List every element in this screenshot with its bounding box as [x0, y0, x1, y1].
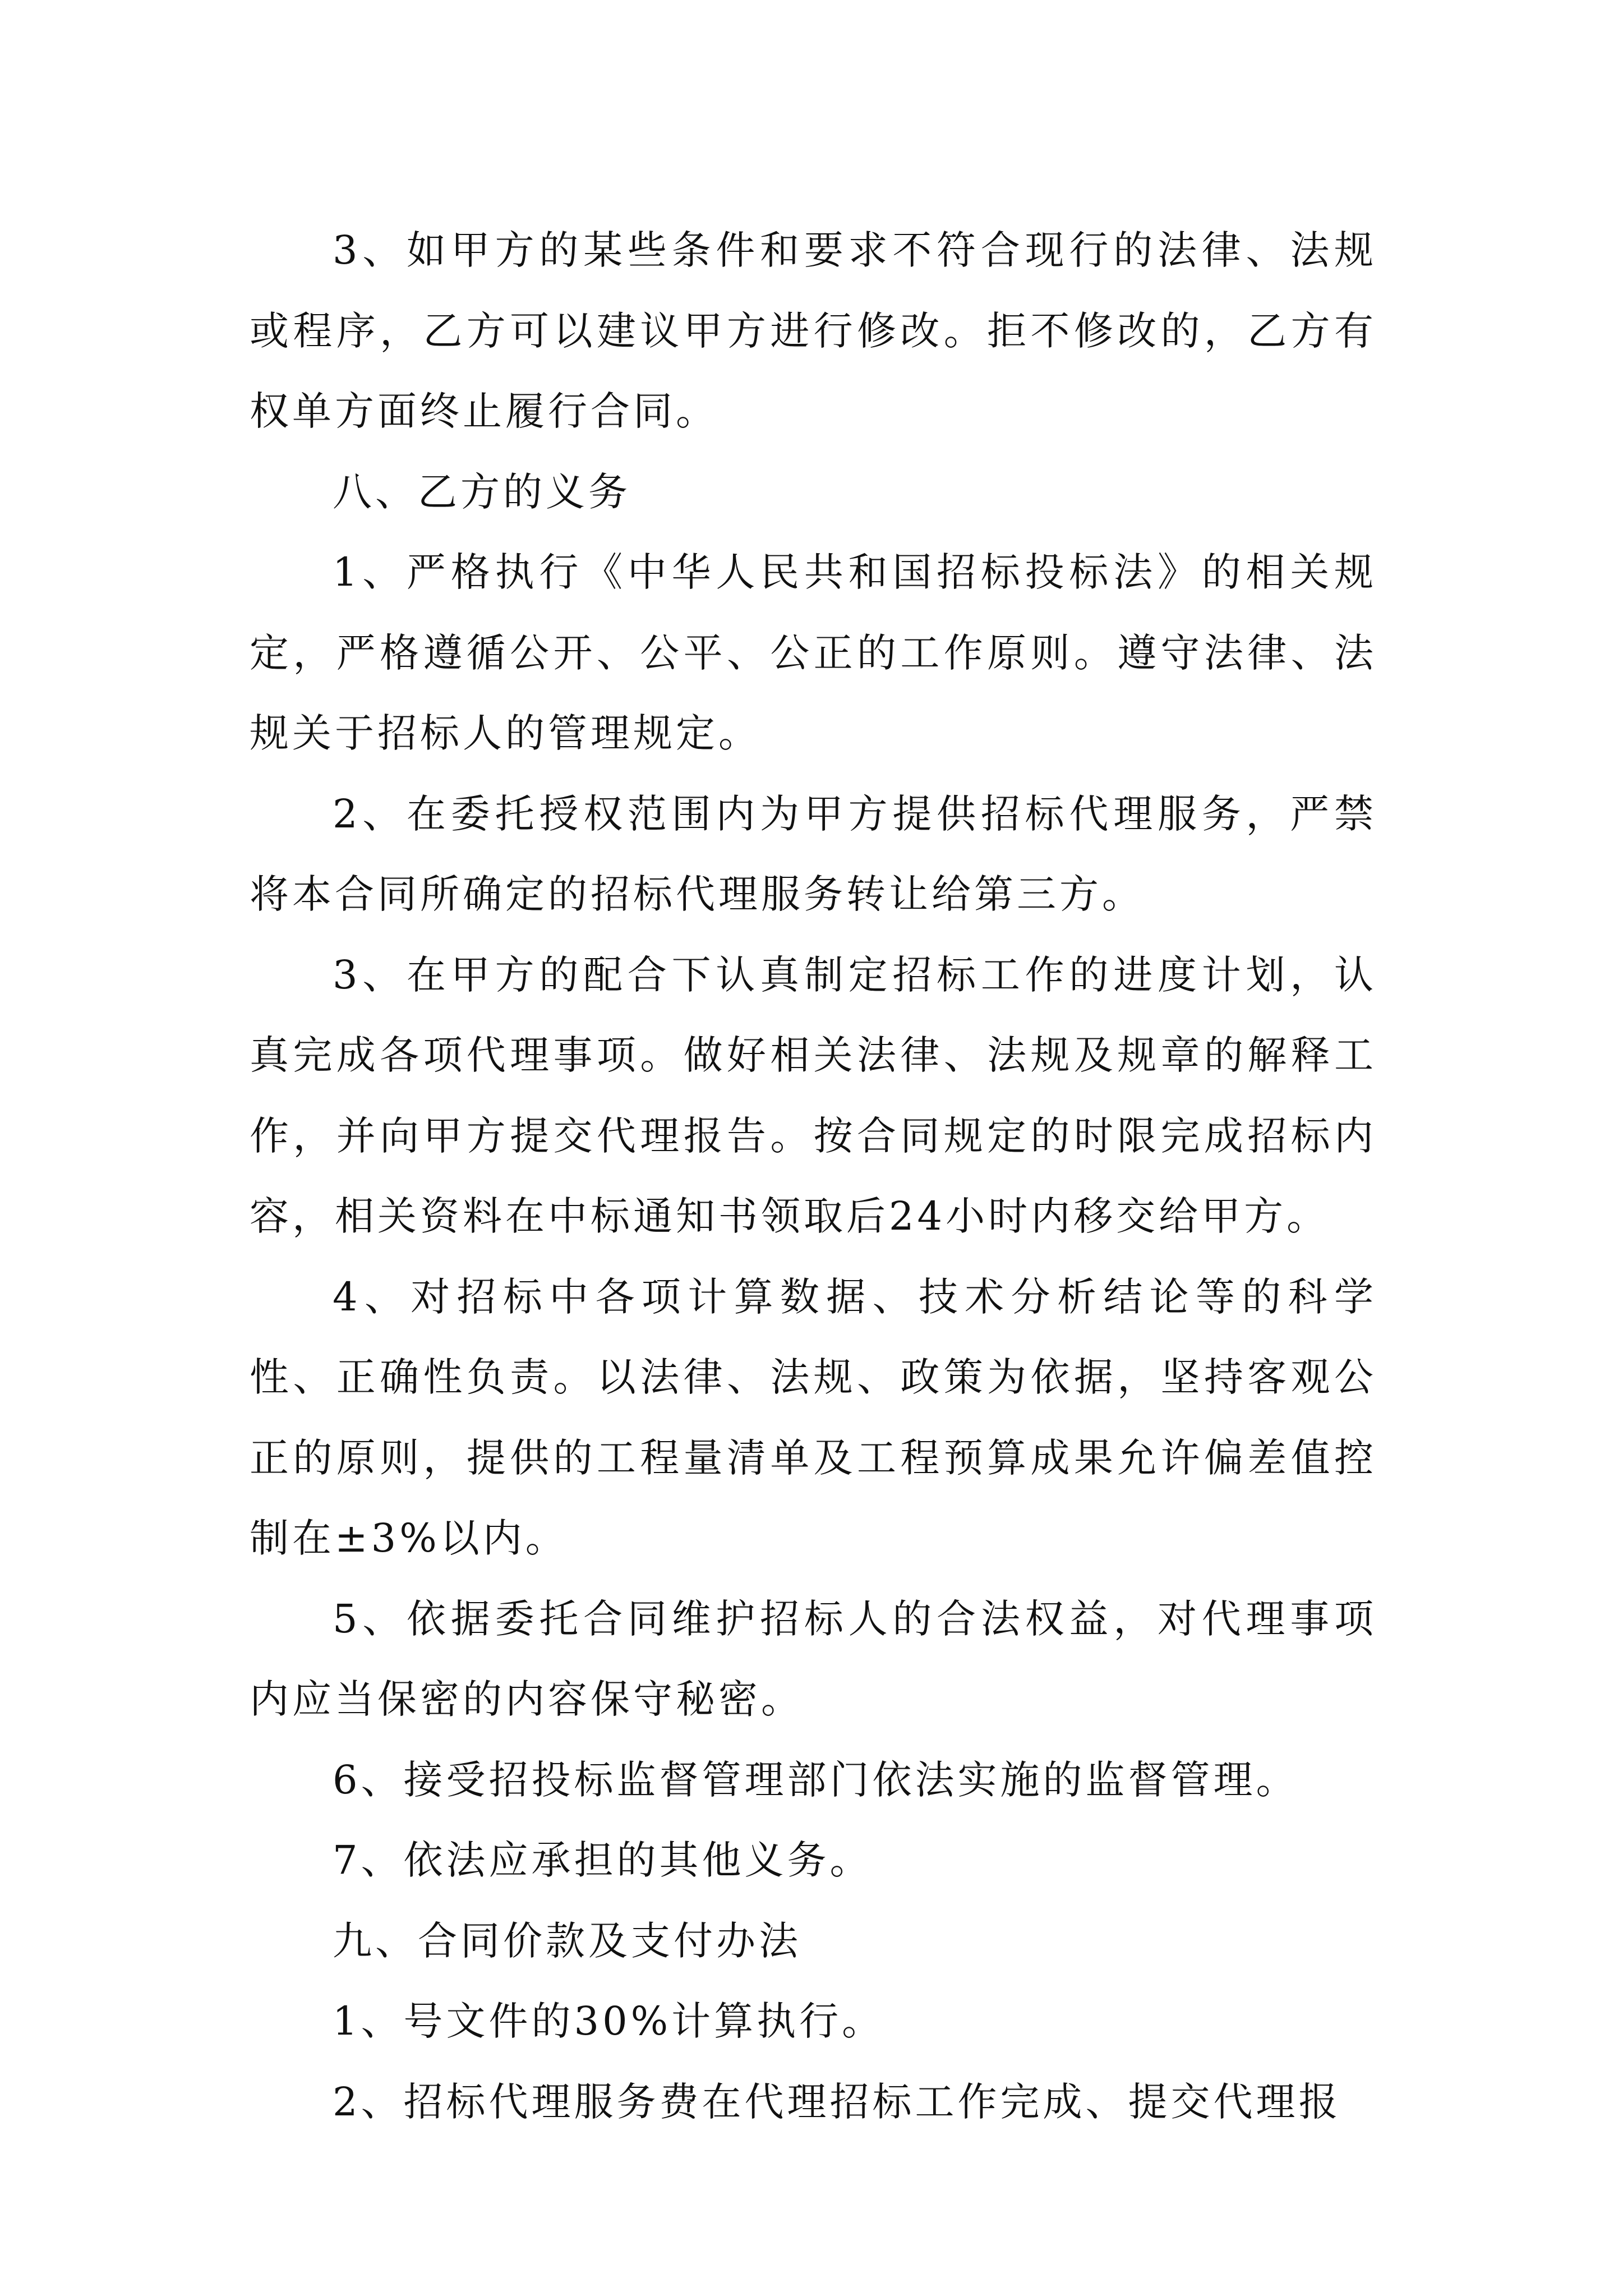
paragraph-clause-8-4: 4、对招标中各项计算数据、技术分析结论等的科学性、正确性负责。以法律、法规、政策为依据，坚持客观公正的原则，提供的工程量清单及工程预算成果允许偏差值控制在±3%以内。	[250, 1273, 1377, 1561]
paragraph-clause-8-7: 7、依法应承担的其他义务。	[333, 1837, 873, 1883]
paragraph-clause-8-5: 5、依据委托合同维护招标人的合法权益，对代理事项内应当保密的内容保守秘密。	[250, 1595, 1377, 1722]
paragraph-clause-9-1: 1、号文件的30%计算执行。	[333, 1998, 885, 2044]
paragraph-clause-8-3: 3、在甲方的配合下认真制定招标工作的进度计划，认真完成各项代理事项。做好相关法律、法规及规章的解释工作，并向甲方提交代理报告。按合同规定的时限完成招标内容，相关资料在中标通知书领取后24小时内移交给甲方。	[250, 951, 1377, 1239]
section-heading-9: 九、合同价款及支付办法	[333, 1917, 801, 1964]
paragraph-clause-7-3: 3、如甲方的某些条件和要求不符合现行的法律、法规或程序，乙方可以建议甲方进行修改。拒不修改的，乙方有权单方面终止履行合同。	[250, 227, 1377, 434]
paragraph-clause-8-1: 1、严格执行《中华人民共和国招标投标法》的相关规定，严格遵循公开、公平、公正的工作原则。遵守法律、法规关于招标人的管理规定。	[250, 549, 1377, 756]
section-heading-8: 八、乙方的义务	[333, 468, 631, 515]
paragraph-clause-9-2: 2、招标代理服务费在代理招标工作完成、提交代理报	[333, 2078, 1341, 2125]
document-body	[250, 210, 1377, 2142]
paragraph-clause-8-2: 2、在委托授权范围内为甲方提供招标代理服务，严禁将本合同所确定的招标代理服务转让给第三方。	[250, 790, 1377, 917]
paragraph-clause-8-6: 6、接受招投标监督管理部门依法实施的监督管理。	[333, 1756, 1299, 1803]
